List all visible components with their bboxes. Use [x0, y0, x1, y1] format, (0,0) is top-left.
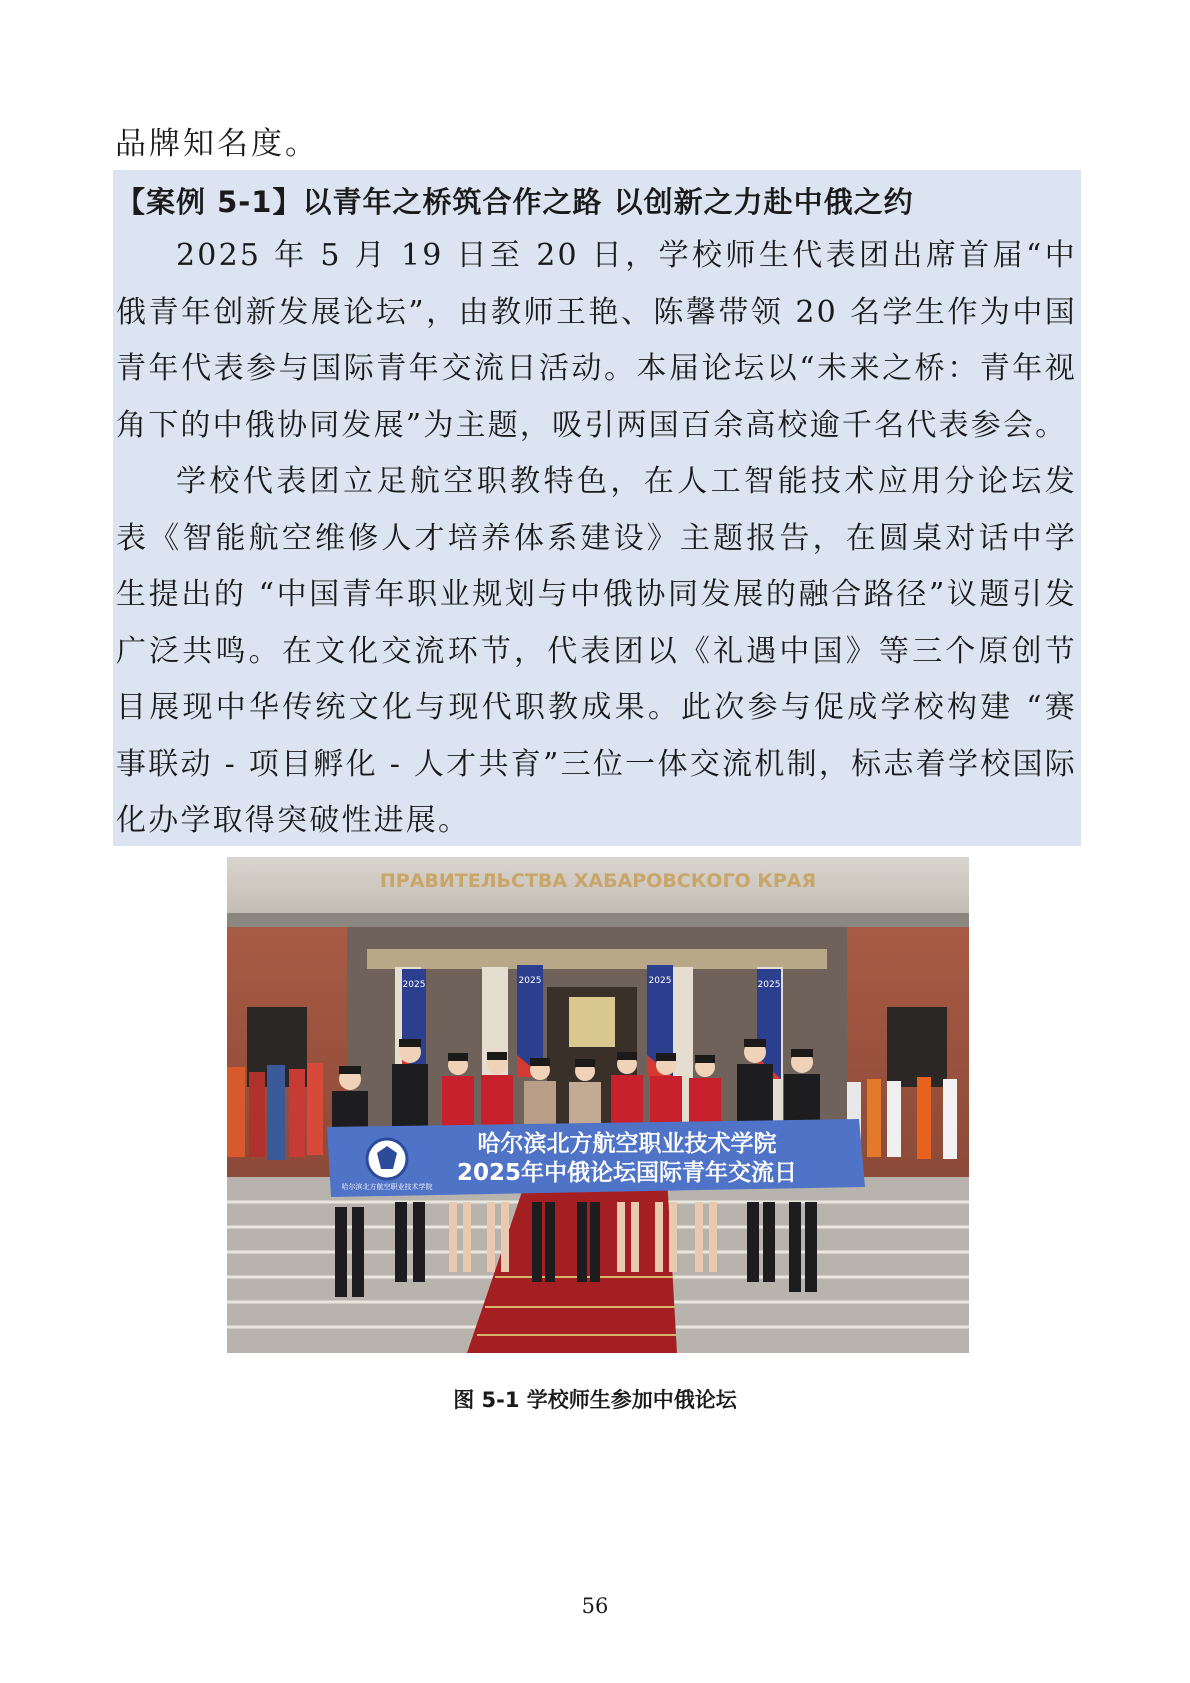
case-paragraph-2: 学校代表团立足航空职教特色，在人工智能技术应用分论坛发表《智能航空维修人才培养体系建设》主题报告，在圆桌对话中学生提出的 “中国青年职业规划与中俄协同发展的融合路径”议题引发广泛共鸣。在文化交流环节，代表团以《礼遇中国》等三个原创节目展现中华传统文化与现代职教成果。此次参与促成学校构建 “赛事联动 - 项目孵化 - 人才共育”三位一体交流机制，标志着学校国际化办学取得突破性进展。: [116, 464, 1077, 838]
delegation-banner: [327, 1119, 865, 1197]
svg-text:2025: 2025: [518, 976, 542, 986]
case-title: 【案例 5-1】以青年之桥筑合作之路 以创新之力赴中俄之约: [116, 185, 914, 219]
group-photo: [227, 857, 969, 1353]
page-number: 56: [581, 1594, 609, 1618]
group-photo-illustration: [227, 857, 969, 1353]
lead-text: 品牌知名度。: [115, 126, 319, 162]
case-box: [113, 170, 1081, 846]
svg-text:2025: 2025: [757, 980, 781, 990]
svg-text:2025: 2025: [402, 980, 426, 990]
bystanders-left: [227, 1063, 323, 1160]
banner-line-1: 哈尔滨北方航空职业技术学院: [477, 1131, 777, 1157]
figure-caption: 图 5-1 学校师生参加中俄论坛: [453, 1388, 737, 1412]
banner-line-2: 2025年中俄论坛国际青年交流日: [456, 1160, 798, 1186]
coat-of-arms-icon: [569, 997, 615, 1047]
banner-logo-text: 哈尔滨北方航空职业技术学院: [341, 1183, 433, 1191]
case-paragraph-1: 2025 年 5 月 19 日至 20 日，学校师生代表团出席首届“中俄青年创新发展论坛”，由教师王艳、陈馨带领 20 名学生作为中国青年代表参与国际青年交流日活动。本届论坛以“未来之桥：青年视角下的中俄协同发展”为主题，吸引两国百余高校逾千名代表参会。: [116, 238, 1077, 443]
building-sign: ПРАВИТЕЛЬСТВА ХАБАРОВСКОГО КРАЯ: [379, 870, 817, 892]
svg-text:2025: 2025: [648, 976, 672, 986]
